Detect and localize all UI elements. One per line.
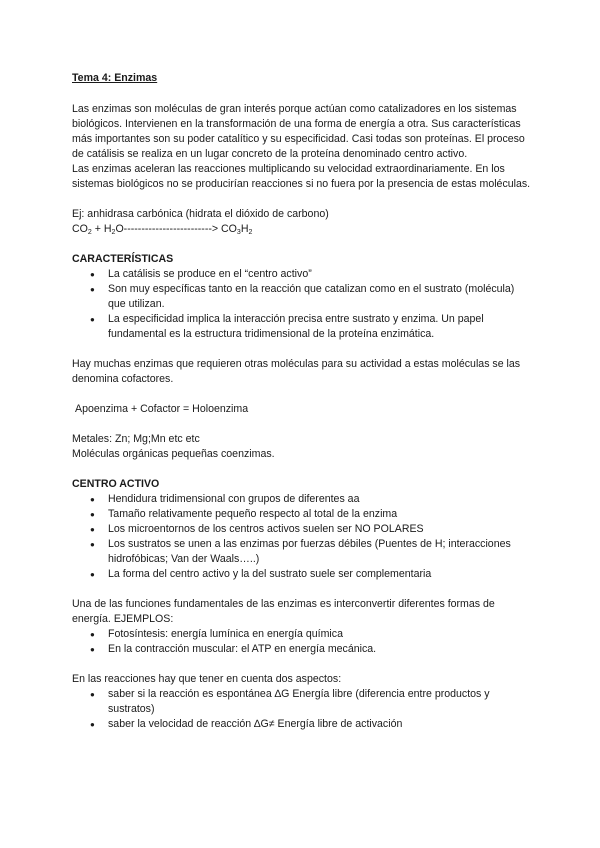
coenzimas-line: Moléculas orgánicas pequeñas coenzimas. — [72, 448, 275, 460]
funciones-list — [72, 627, 532, 657]
list-item: ● La especificidad implica la interacción precisa entre sustrato y enzima. Un papel fundamental es la estructura tridimensional de la proteína enzimática. — [72, 312, 532, 342]
page-title: Tema 4: Enzimas — [72, 72, 158, 84]
document-page — [72, 71, 532, 732]
caracteristicas-list — [72, 267, 532, 342]
cofactores-paragraph: Hay muchas enzimas que requieren otras moléculas para su actividad a estas moléculas se las denomina cofactores. — [72, 358, 521, 385]
holoenzima-formula: Apoenzima + Cofactor = Holoenzima — [75, 403, 249, 415]
list-item: ● En la contracción muscular: el ATP en energía mecánica. — [72, 642, 532, 657]
list-item: ● saber si la reacción es espontánea ∆G Energía libre (diferencia entre productos y sustratos) — [72, 687, 532, 717]
list-item: ● Los microentornos de los centros activos suelen ser NO POLARES — [72, 522, 532, 537]
funciones-paragraph: Una de las funciones fundamentales de las enzimas es interconvertir diferentes formas de energía. EJEMPLOS: — [72, 598, 495, 625]
aspectos-list — [72, 687, 532, 732]
example-line: Ej: anhidrasa carbónica (hidrata el dióxido de carbono) — [72, 208, 329, 220]
list-item: ● Los sustratos se unen a las enzimas por fuerzas débiles (Puentes de H; interacciones hidrofóbicas; Van der Waals…..) — [72, 537, 532, 567]
list-item: ● Tamaño relativamente pequeño respecto al total de la enzima — [72, 507, 532, 522]
metales-line: Metales: Zn; Mg;Mn etc etc — [72, 433, 200, 445]
list-item: ● Son muy específicas tanto en la reacción que catalizan como en el sustrato (molécula) que utilizan. — [72, 282, 532, 312]
list-item: ● La catálisis se produce en el “centro activo” — [72, 267, 532, 282]
heading-caracteristicas: CARACTERÍSTICAS — [72, 253, 174, 265]
heading-centro-activo: CENTRO ACTIVO — [72, 478, 160, 490]
list-item: ● Hendidura tridimensional con grupos de diferentes aa — [72, 492, 532, 507]
centro-activo-list — [72, 492, 532, 582]
list-item: ● Fotosíntesis: energía lumínica en energía química — [72, 627, 532, 642]
aspectos-paragraph: En las reacciones hay que tener en cuenta dos aspectos: — [72, 673, 342, 685]
intro-paragraph-2: Las enzimas aceleran las reacciones multiplicando su velocidad extraordinariamente. En los sistemas biológicos no se producirían reacciones si no fuera por la presencia de estas moléculas. — [72, 163, 531, 190]
list-item: ● La forma del centro activo y la del sustrato suele ser complementaria — [72, 567, 532, 582]
intro-paragraph-1: Las enzimas son moléculas de gran interés porque actúan como catalizadores en los sistemas biológicos. Intervienen en la transformación de una forma de energía a otra. Sus características más importantes son su poder catalítico y su especificidad. Casi todas son proteínas. El proceso de catálisis se realiza en un lugar concreto de la proteína denominado centro activo. — [72, 103, 525, 160]
chemical-equation: $CO_2 + H_2O-------------------------> CO_3H_2$ — [72, 223, 253, 236]
list-item: ● saber la velocidad de reacción ∆G≠ Energía libre de activación — [72, 717, 532, 732]
